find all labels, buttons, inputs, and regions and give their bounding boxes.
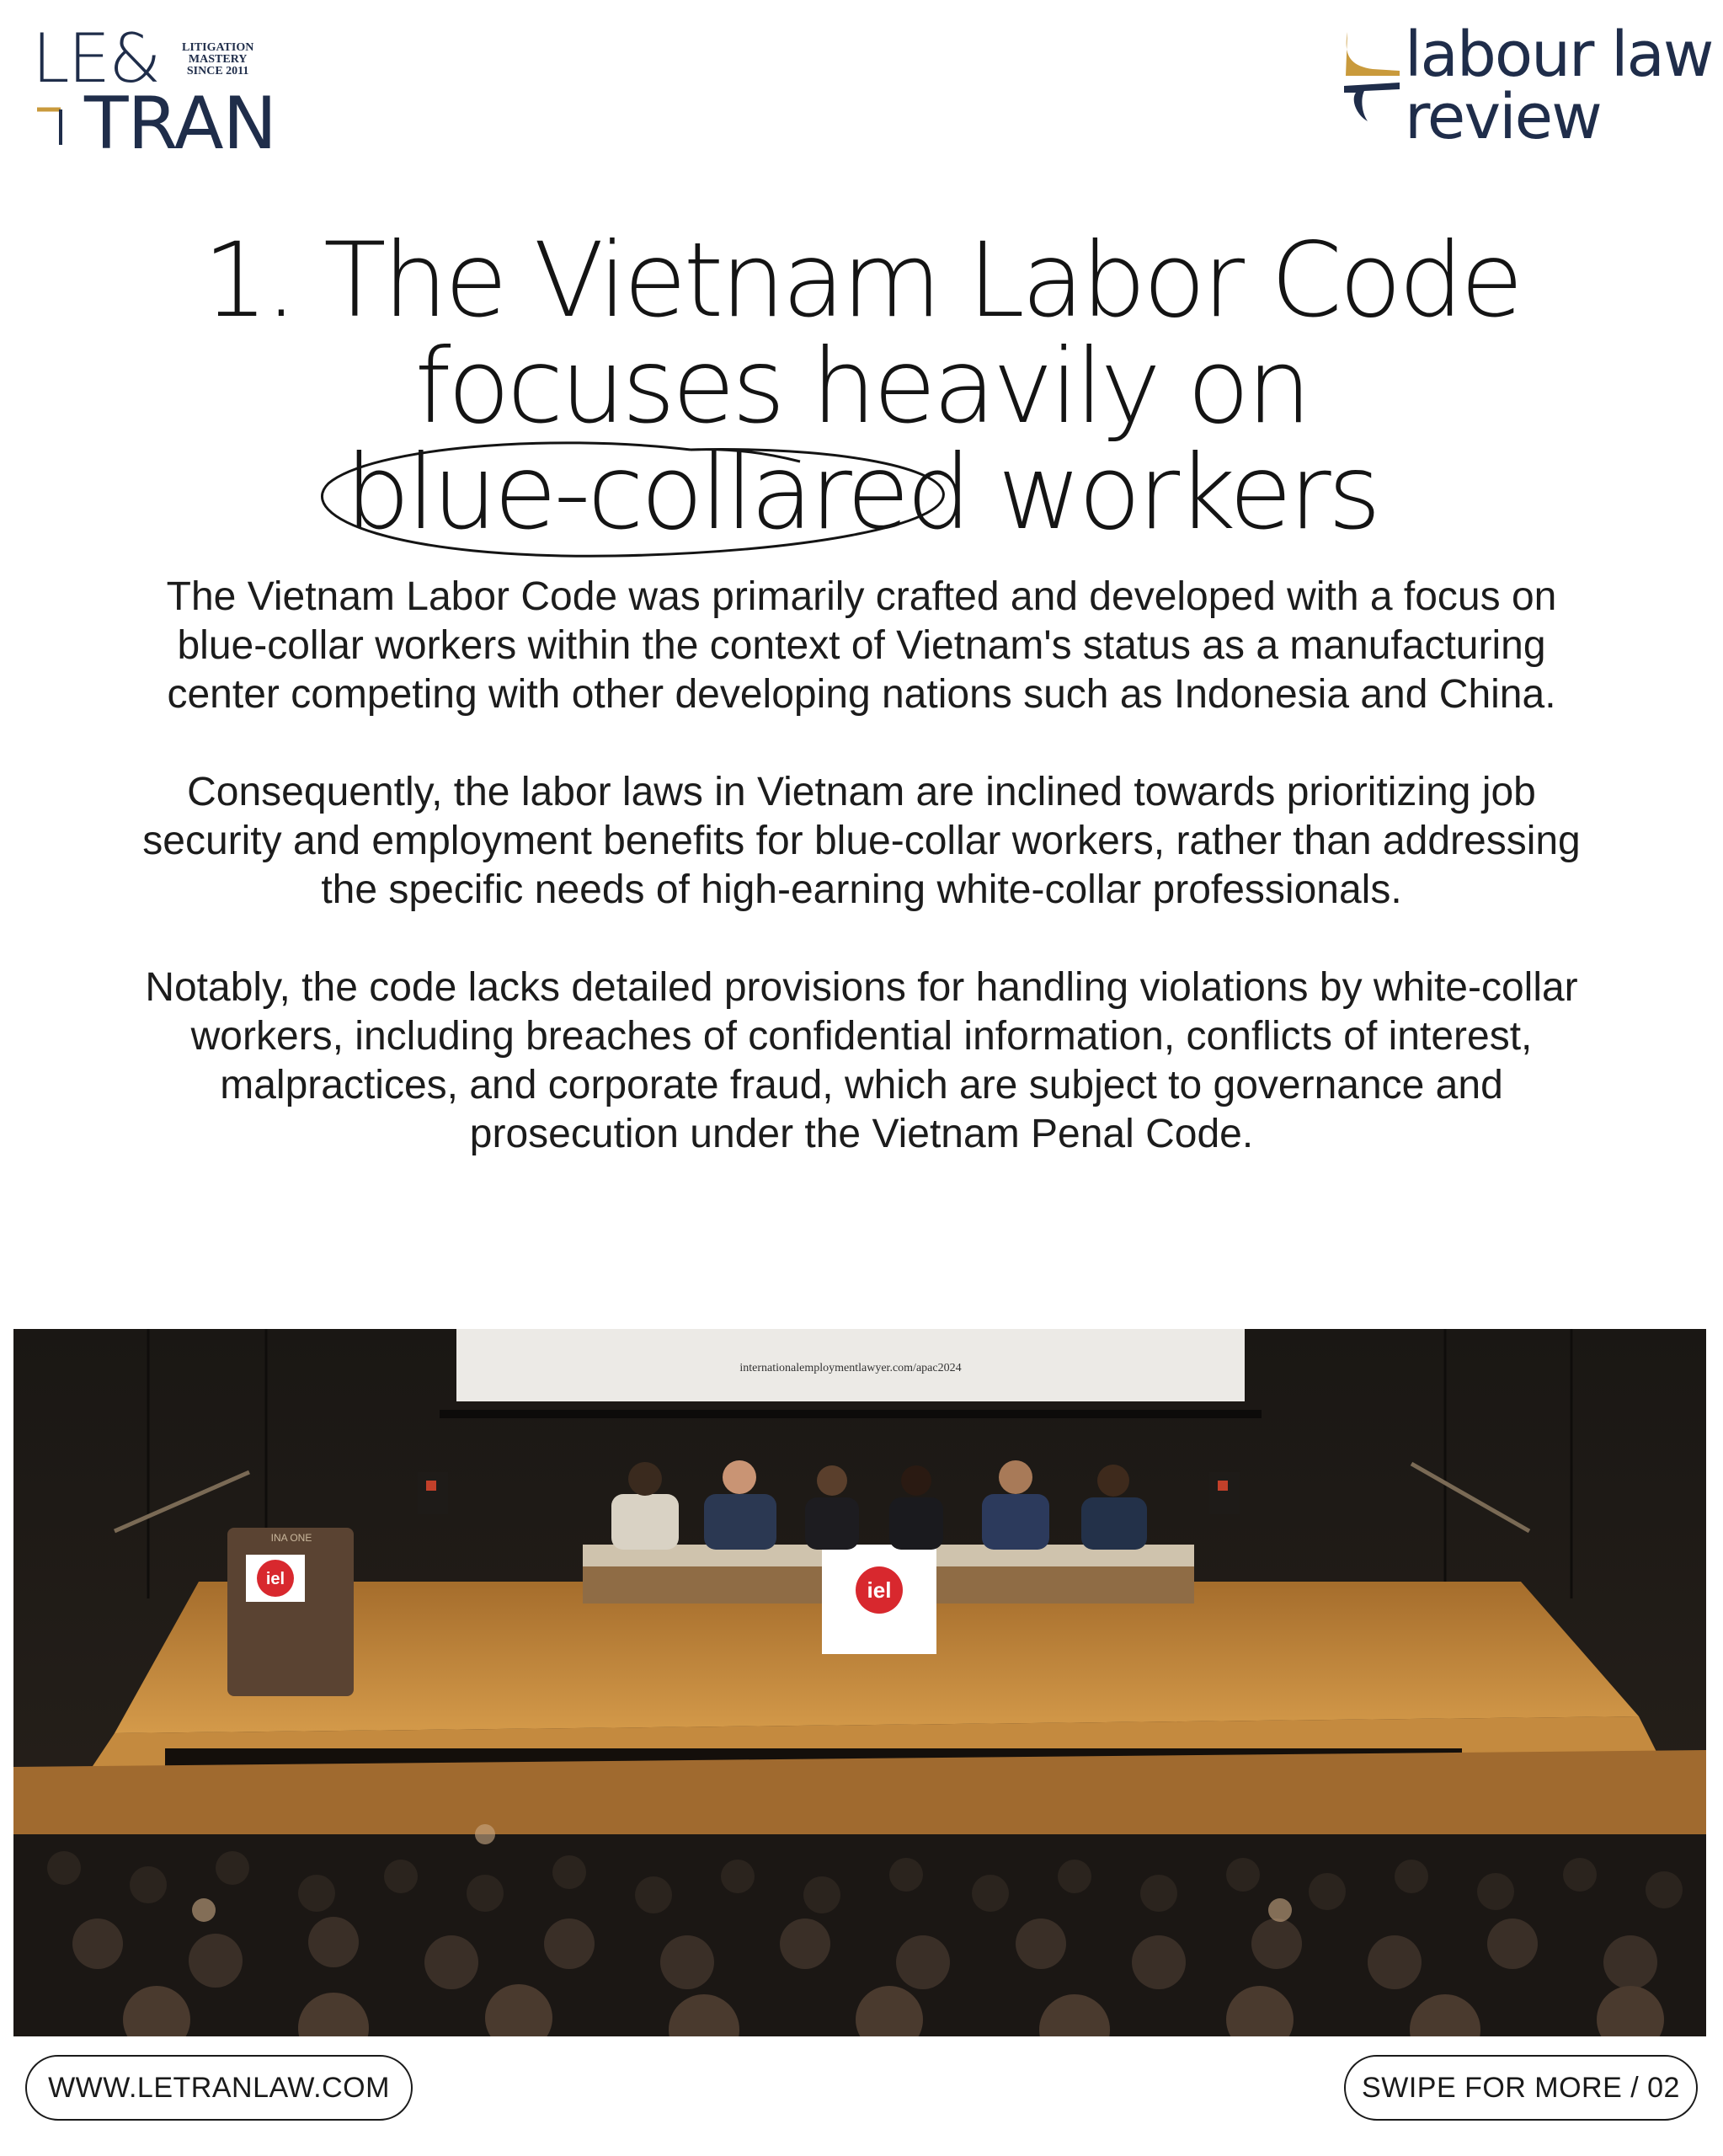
podium-top-text: INA ONE xyxy=(270,1532,312,1544)
swipe-for-more-button[interactable] xyxy=(1344,2055,1698,2121)
podium xyxy=(227,1528,354,1696)
logo-text-line2: TRAN xyxy=(84,82,276,166)
podium-logo: iel xyxy=(265,1570,285,1588)
paragraph-2: Consequently, the labor laws in Vietnam are inclined towards prioritizing job security and employment benefits for blue-collar workers, rather than addressing the specific needs of high-earning white-collar professionals. xyxy=(142,770,1581,912)
swoosh-logo-icon xyxy=(1339,27,1406,128)
labour-law-review-logo xyxy=(1339,19,1713,153)
body-text xyxy=(135,573,1588,1208)
title-line-2: focuses heavily on xyxy=(414,327,1309,446)
website-label: WWW.LETRANLAW.COM xyxy=(48,2071,390,2104)
title-line-1: 1. The Vietnam Labor Code xyxy=(202,221,1521,340)
swipe-label: SWIPE FOR MORE / 02 xyxy=(1362,2071,1680,2104)
paragraph-3: Notably, the code lacks detailed provisions for handling violations by white-collar workers, including breaches of confidential information, conflicts of interest, malpractices, and corporate fraud, which are subject to governance and prosecution under the Vietnam Penal Code. xyxy=(145,965,1578,1156)
website-link[interactable] xyxy=(25,2055,413,2121)
logo-tagline: LITIGATION MASTERY SINCE 2011 xyxy=(182,41,254,77)
paragraph-1: The Vietnam Labor Code was primarily crafted and developed with a focus on blue-collar workers within the context of Vietnam's status as a manufacturing center competing with other developing nations such as Indonesia and China. xyxy=(166,574,1557,717)
le-tran-logo xyxy=(32,19,285,166)
circled-phrase: blue-collared xyxy=(345,440,968,546)
table-banner-logo: iel xyxy=(867,1577,892,1603)
conference-hall-illustration xyxy=(13,1329,1706,2036)
logo-text-line1: LE& xyxy=(32,19,160,98)
title-line-3 xyxy=(0,433,1723,552)
title-line-3-rest: workers xyxy=(968,433,1379,552)
conference-photo xyxy=(13,1329,1706,2036)
hand-drawn-circle-icon xyxy=(295,433,1002,568)
logo-mark-icon xyxy=(35,103,79,147)
labour-law-review-wordmark: labour law review xyxy=(1405,19,1713,153)
screen-url: internationalemploymentlawyer.com/apac2024 xyxy=(739,1362,962,1374)
page-title xyxy=(0,221,1723,552)
